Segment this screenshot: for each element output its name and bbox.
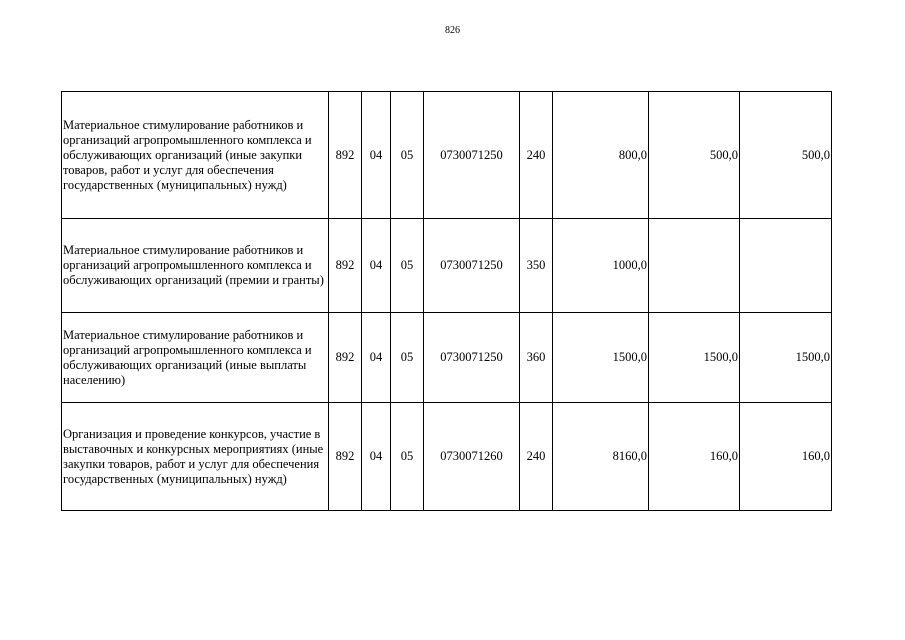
table-row [62,403,832,511]
table-row [62,92,832,219]
expense-type-code: 240 [520,403,553,511]
subsection-code: 05 [391,219,424,313]
amount-year-3: 500,0 [740,92,832,219]
amount-year-1: 800,0 [553,92,649,219]
ministry-code: 892 [329,313,362,403]
amount-year-2: 500,0 [649,92,740,219]
ministry-code: 892 [329,403,362,511]
target-article-code: 0730071250 [424,92,520,219]
section-code: 04 [362,92,391,219]
amount-year-3: 160,0 [740,403,832,511]
row-description: Материальное стимулирование работников и организаций агропромышленного комплекса и обслуживающих организаций (иные выплаты населению) [62,313,329,403]
table-row [62,313,832,403]
subsection-code: 05 [391,92,424,219]
subsection-code: 05 [391,403,424,511]
amount-year-1: 1500,0 [553,313,649,403]
section-code: 04 [362,403,391,511]
target-article-code: 0730071250 [424,313,520,403]
expense-type-code: 360 [520,313,553,403]
expense-type-code: 350 [520,219,553,313]
amount-year-1: 8160,0 [553,403,649,511]
target-article-code: 0730071250 [424,219,520,313]
row-description: Организация и проведение конкурсов, участие в выставочных и конкурсных мероприятиях (иные закупки товаров, работ и услуг для обеспечения государственных (муниципальных) нужд) [62,403,329,511]
section-code: 04 [362,219,391,313]
row-description: Материальное стимулирование работников и организаций агропромышленного комплекса и обслуживающих организаций (иные закупки товаров, работ и услуг для обеспечения государственных (муниципальных) нужд) [62,92,329,219]
ministry-code: 892 [329,219,362,313]
amount-year-3: 1500,0 [740,313,832,403]
amount-year-1: 1000,0 [553,219,649,313]
subsection-code: 05 [391,313,424,403]
table-row [62,219,832,313]
target-article-code: 0730071260 [424,403,520,511]
row-description: Материальное стимулирование работников и организаций агропромышленного комплекса и обслуживающих организаций (премии и гранты) [62,219,329,313]
amount-year-2 [649,219,740,313]
expense-type-code: 240 [520,92,553,219]
section-code: 04 [362,313,391,403]
ministry-code: 892 [329,92,362,219]
amount-year-2: 1500,0 [649,313,740,403]
page-number: 826 [445,25,460,36]
budget-table [61,91,832,511]
amount-year-3 [740,219,832,313]
amount-year-2: 160,0 [649,403,740,511]
